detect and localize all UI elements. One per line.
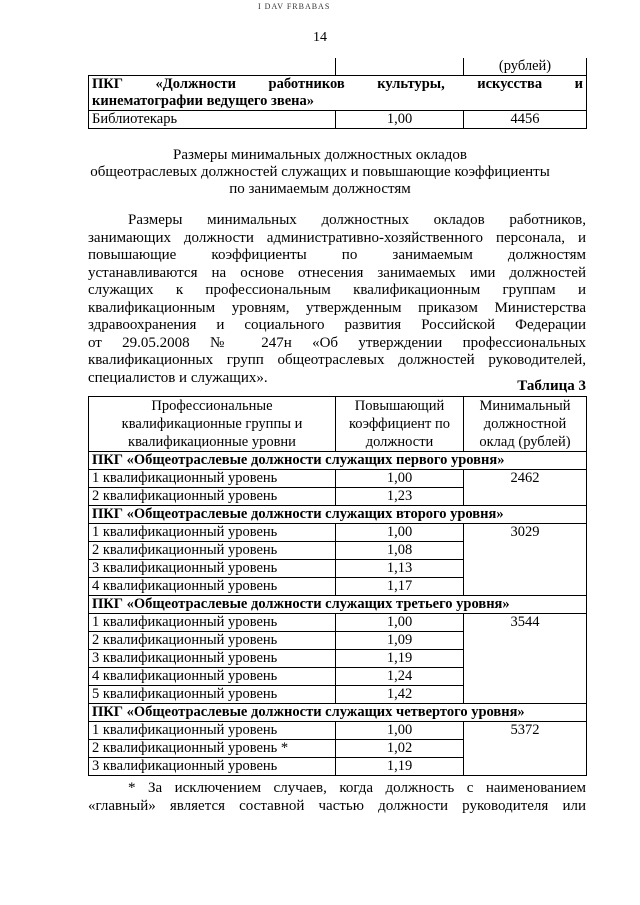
qualification-level: 4 квалификационный уровень <box>89 668 336 686</box>
header-qualification-groups: Профессиональные квалификационные группы и квалификационные уровни <box>89 397 336 452</box>
paragraph-line: занимающих должности административно-хозяйственного персонала, и <box>88 229 586 246</box>
section-title-line-2: общеотраслевых должностей служащих и повышающие коэффициенты <box>90 164 550 180</box>
qualification-level: 3 квалификационный уровень <box>89 560 336 578</box>
group-title: ПКГ «Общеотраслевые должности служащих второго уровня» <box>89 506 587 524</box>
qualification-level: 2 квалификационный уровень <box>89 488 336 506</box>
section-title-line-1: Размеры минимальных должностных окладов <box>172 147 468 163</box>
coefficient-value: 1,00 <box>336 470 464 488</box>
qualification-level: 1 квалификационный уровень <box>89 722 336 740</box>
coefficient-value: 1,42 <box>336 686 464 704</box>
qualification-level: 1 квалификационный уровень <box>89 470 336 488</box>
table-general-positions <box>88 396 587 776</box>
footnote <box>88 780 586 815</box>
coefficient-value: 1,19 <box>336 650 464 668</box>
qualification-level: 2 квалификационный уровень <box>89 632 336 650</box>
qualification-level: 2 квалификационный уровень * <box>89 740 336 758</box>
pkg-title <box>89 76 587 111</box>
min-salary-value: 5372 <box>464 722 587 776</box>
position-name: Библиотекарь <box>89 111 336 129</box>
min-salary-value: 2462 <box>464 470 587 506</box>
footnote-line: * За исключением случаев, когда должность с наименованием <box>128 780 586 796</box>
paragraph-line: квалификационным уровням, утвержденным приказом Министерства <box>88 299 586 316</box>
pkg-title-line-2: кинематографии ведущего звена» <box>92 93 314 109</box>
table-caption: Таблица 3 <box>517 378 586 394</box>
header-coefficient: Повышающий коэффициент по должности <box>336 397 464 452</box>
coefficient-value: 1,02 <box>336 740 464 758</box>
table-row <box>89 524 587 542</box>
min-salary-value: 3544 <box>464 614 587 704</box>
paragraph-line: устанавливаются на основе отнесения занимаемых ими должностей <box>88 264 586 281</box>
qualification-level: 4 квалификационный уровень <box>89 578 336 596</box>
paragraph-line: Размеры минимальных должностных окладов работников, <box>128 212 586 228</box>
min-salary-value: 3029 <box>464 524 587 596</box>
coefficient-value: 1,19 <box>336 758 464 776</box>
coefficient-value: 1,17 <box>336 578 464 596</box>
header-min-salary: Минимальный должностной оклад (рублей) <box>464 397 587 452</box>
footnote-line: «главный» является составной частью должности руководителя или <box>88 797 586 814</box>
qualification-level: 3 квалификационный уровень <box>89 758 336 776</box>
paragraph-line: служащих к профессиональным квалификационным группам и <box>88 282 586 298</box>
section-title-line-3: по занимаемым должностям <box>229 181 411 197</box>
intro-paragraph <box>88 212 586 387</box>
coefficient-value: 1,00 <box>336 524 464 542</box>
coefficient-value: 1,23 <box>336 488 464 506</box>
position-salary: 4456 <box>464 111 587 129</box>
coefficient-value: 1,00 <box>336 722 464 740</box>
position-coefficient: 1,00 <box>336 111 464 129</box>
paragraph-line: квалификационных групп общеотраслевых должностей руководителей, <box>88 352 586 368</box>
group-title: ПКГ «Общеотраслевые должности служащих четвертого уровня» <box>89 704 587 722</box>
qualification-level: 2 квалификационный уровень <box>89 542 336 560</box>
coefficient-value: 1,00 <box>336 614 464 632</box>
qualification-level: 3 квалификационный уровень <box>89 650 336 668</box>
table-row <box>89 614 587 632</box>
pkg-title-line-1: ПКГ «Должности работников культуры, искусства и <box>92 76 583 92</box>
header-mark: I DAV FRBABAS <box>258 3 331 11</box>
paragraph-line: здравоохранения и социального развития Российской Федерации <box>88 317 586 333</box>
page-number: 14 <box>313 30 327 45</box>
unit-label: (рублей) <box>464 58 587 76</box>
qualification-level: 1 квалификационный уровень <box>89 614 336 632</box>
table-row <box>89 470 587 488</box>
paragraph-line: от 29.05.2008 № 247н «Об утверждении профессиональных <box>88 334 586 351</box>
paragraph-line: специалистов и служащих». <box>88 369 268 386</box>
coefficient-value: 1,13 <box>336 560 464 578</box>
table-culture-positions <box>88 58 587 129</box>
group-title: ПКГ «Общеотраслевые должности служащих первого уровня» <box>89 452 587 470</box>
qualification-level: 1 квалификационный уровень <box>89 524 336 542</box>
table-row <box>89 722 587 740</box>
paragraph-line: повышающие коэффициенты по занимаемым должностям <box>88 247 586 263</box>
coefficient-value: 1,09 <box>336 632 464 650</box>
coefficient-value: 1,24 <box>336 668 464 686</box>
group-title: ПКГ «Общеотраслевые должности служащих третьего уровня» <box>89 596 587 614</box>
qualification-level: 5 квалификационный уровень <box>89 686 336 704</box>
coefficient-value: 1,08 <box>336 542 464 560</box>
